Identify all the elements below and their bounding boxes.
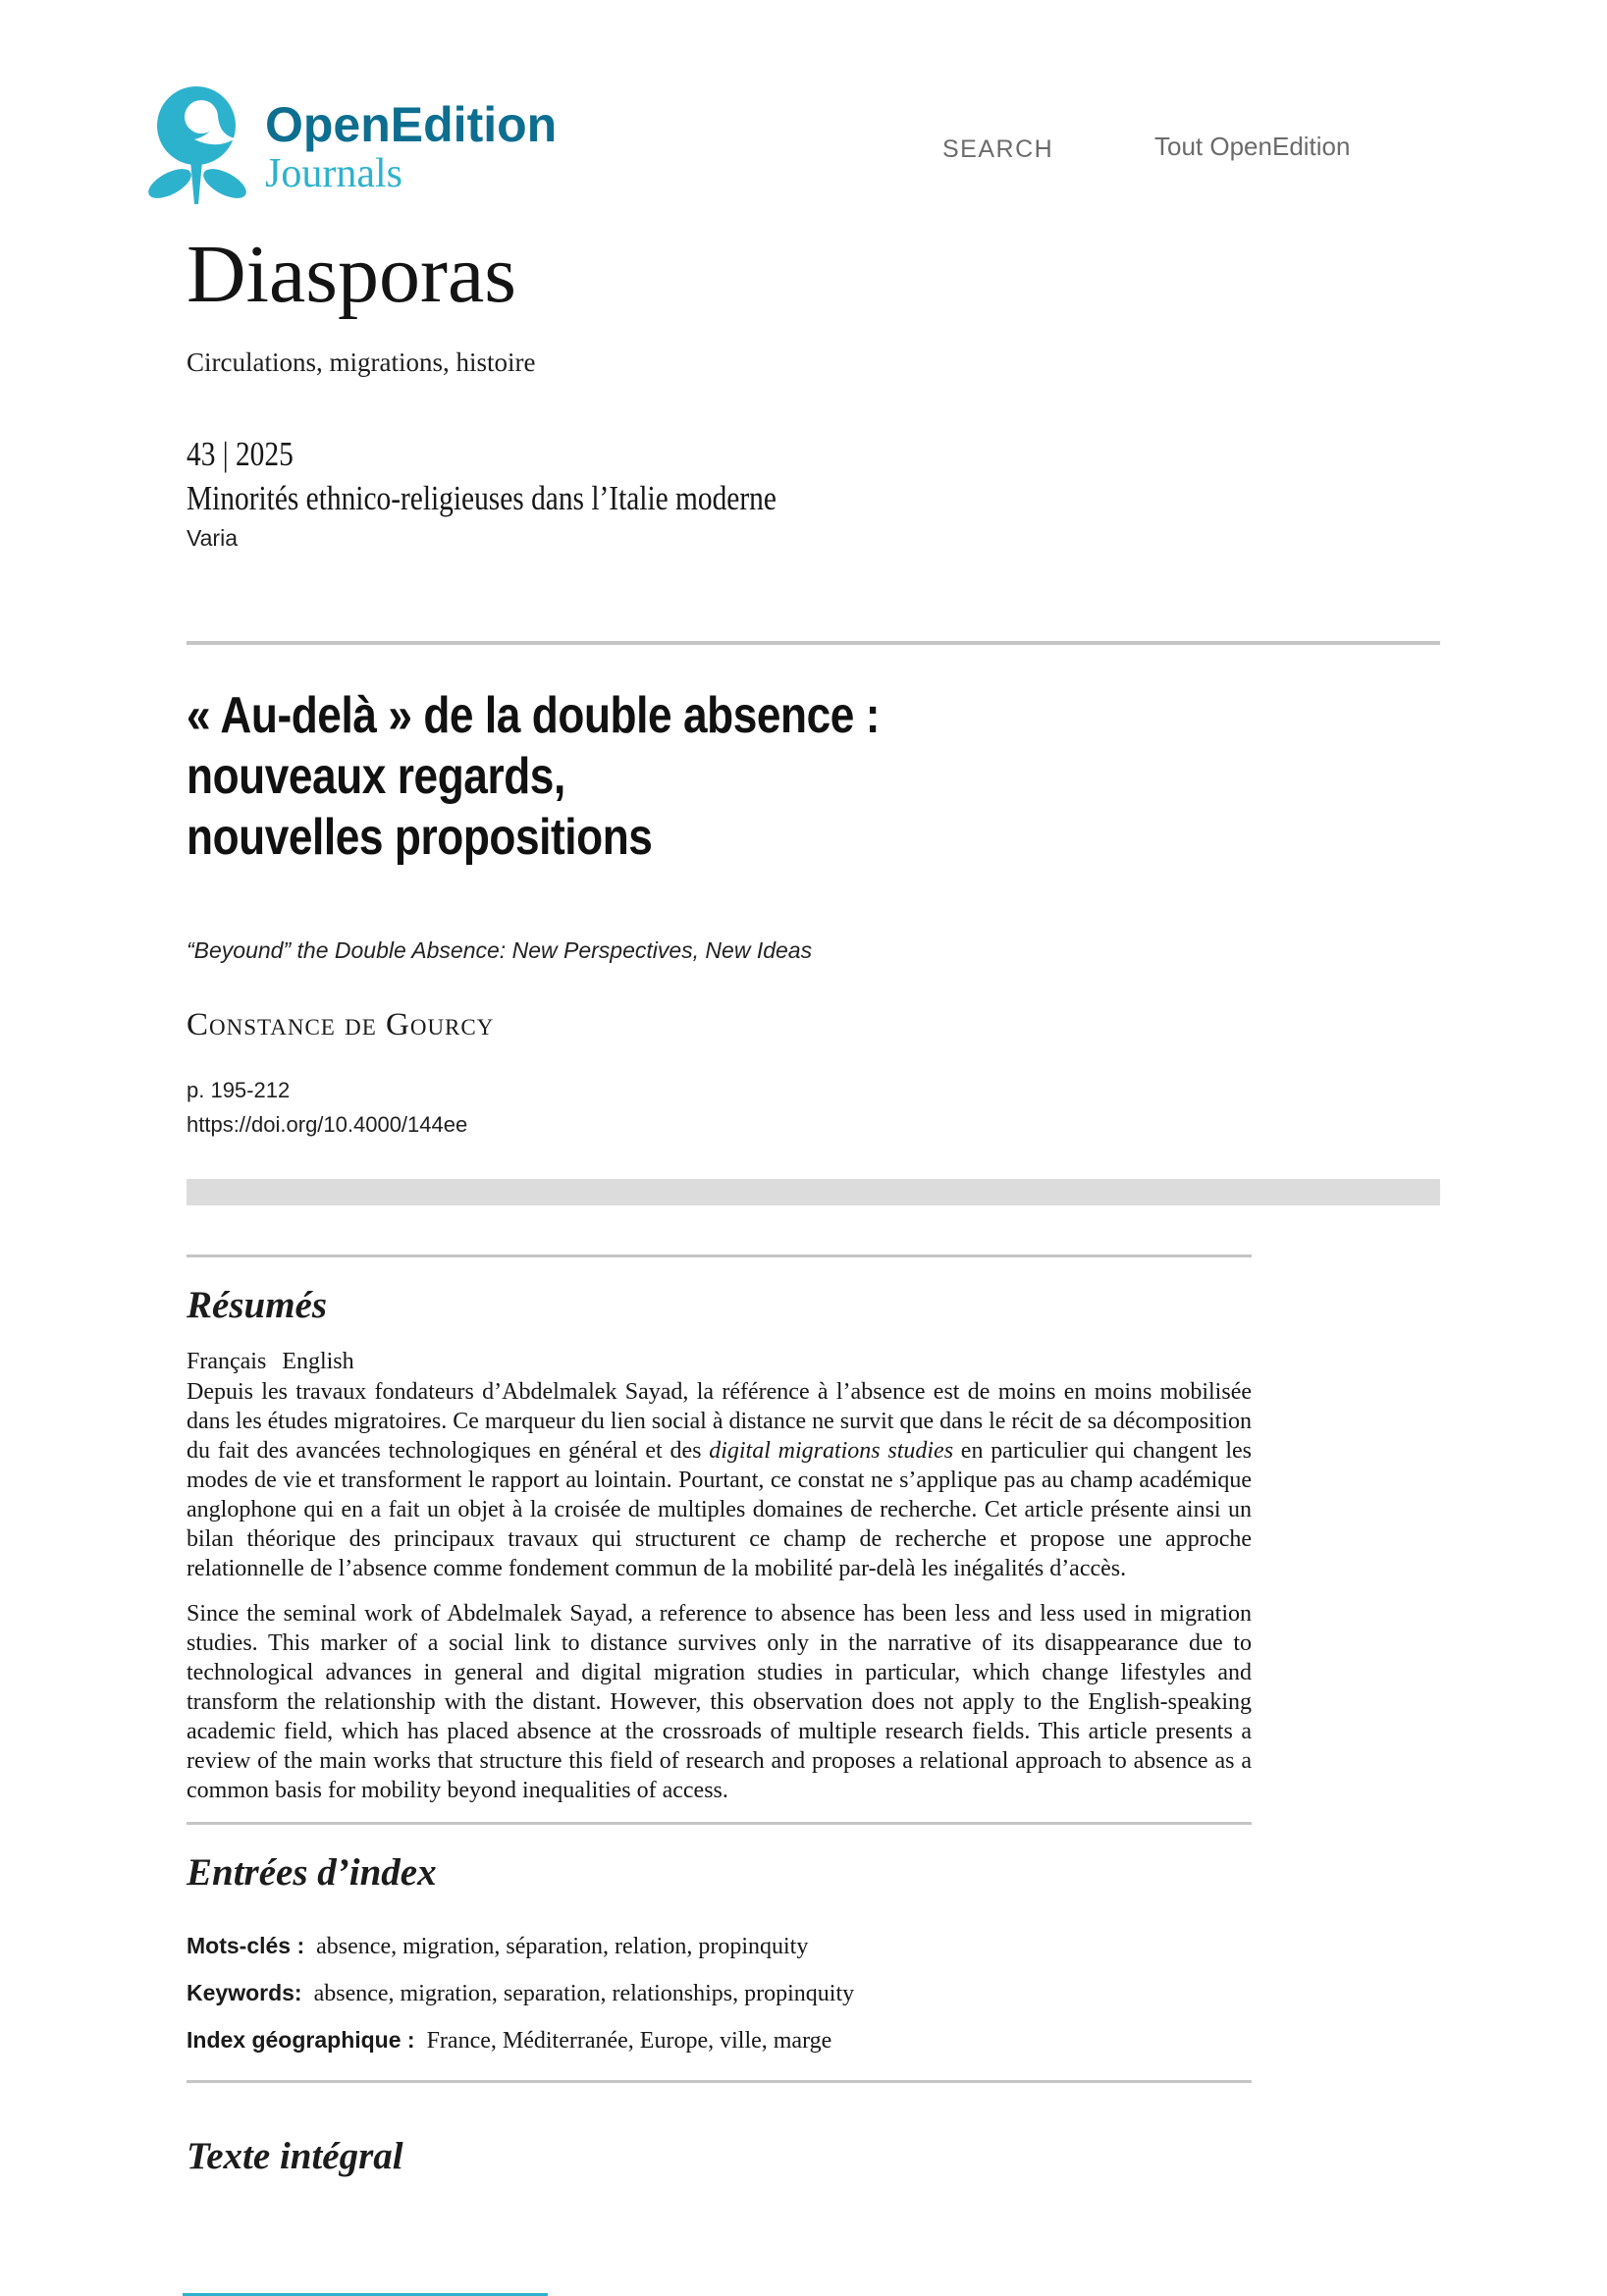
article-translated-title: “Beyound” the Double Absence: New Perspectives, New Ideas bbox=[187, 936, 813, 963]
abstract-french bbox=[187, 1377, 1252, 1583]
issue-link[interactable] bbox=[187, 433, 777, 521]
tout-openedition-link[interactable]: Tout OpenEdition bbox=[1154, 132, 1351, 161]
logo-wordmark: OpenEdition bbox=[265, 97, 558, 152]
issue-section: Varia bbox=[187, 524, 238, 551]
issue-number-year: 43 | 2025 bbox=[187, 435, 294, 473]
index-row-keywords bbox=[187, 1971, 1440, 2018]
index-row-geographique bbox=[187, 2018, 1440, 2065]
article-title bbox=[187, 685, 880, 869]
keyword-links[interactable]: absence, migration, separation, relationships, propinquity bbox=[313, 1980, 855, 2006]
tab-english[interactable]: English bbox=[282, 1348, 354, 1374]
journal-title-link[interactable]: Diasporas bbox=[187, 229, 516, 320]
section-divider bbox=[187, 1822, 1252, 1825]
article-title-line: « Au-delà » de la double absence : bbox=[187, 686, 881, 744]
article-title-line: nouveaux regards, bbox=[187, 747, 565, 805]
index-entries-list bbox=[187, 1924, 1440, 2065]
index-entries-heading: Entrées d’index bbox=[187, 1850, 437, 1894]
keyword-links[interactable]: France, Méditerranée, Europe, ville, marge bbox=[426, 2027, 832, 2054]
page-range: p. 195-212 bbox=[187, 1077, 291, 1102]
tab-francais[interactable]: Français bbox=[187, 1348, 267, 1374]
journal-subtitle: Circulations, migrations, histoire bbox=[187, 347, 536, 377]
main-content bbox=[187, 0, 1440, 2178]
index-label: Keywords: bbox=[187, 1979, 302, 2005]
abstract-french-italic-term: digital migrations studies bbox=[709, 1437, 954, 1464]
fulltext-heading: Texte intégral bbox=[187, 2134, 403, 2177]
index-label: Mots-clés : bbox=[187, 1932, 305, 1958]
logo-platform: Journals bbox=[265, 151, 402, 196]
abstract-language-tabs bbox=[187, 1349, 1440, 1375]
author-link[interactable]: Constance de Gourcy bbox=[187, 1006, 495, 1042]
abstract-english: Since the seminal work of Abdelmalek Sayad, a reference to absence has been less and less used in migration studies. This marker of a social link to distance survives only in the narrative of its disappearance due to technological advances in general and digital migration studies in particular, which change lifestyles and transform the relationship with the distant. However, this observation does not apply to the English-speaking academic field, which has placed absence at the crossroads of multiple research fields. This article presents a review of the main works that structure this field of research and proposes a relational approach to absence as a common basis for mobility beyond inequalities of access. bbox=[187, 1600, 1252, 1803]
header-divider bbox=[187, 641, 1440, 645]
index-row-motscles bbox=[187, 1924, 1440, 1971]
article-title-line: nouvelles propositions bbox=[187, 809, 653, 867]
section-divider bbox=[187, 1255, 1252, 1257]
doi-link[interactable]: https://doi.org/10.4000/144ee bbox=[187, 1111, 468, 1137]
issue-title: Minorités ethnico-religieuses dans l’Italie moderne bbox=[187, 478, 777, 517]
section-divider bbox=[187, 2080, 1252, 2083]
keyword-links[interactable]: absence, migration, séparation, relation, propinquity bbox=[316, 1933, 809, 1959]
abstracts-heading: Résumés bbox=[187, 1283, 328, 1326]
abstract-french-text: Depuis les travaux fondateurs d’Abdelmalek Sayad, la référence à l’absence est de moins en moins mobilisée dans les études migratoires. Ce marqueur du lien social à distance ne survit que dans le récit de sa décomposition du fait des avancées technologiques en général et des bbox=[187, 1378, 1253, 1464]
search-link[interactable]: SEARCH bbox=[942, 135, 1054, 163]
toolbar-placeholder-bar bbox=[187, 1179, 1440, 1205]
abstract-french-text: en particulier qui changent les modes de vie et transforment le rapport au lointain. Pourtant, ce constat ne s’applique pas au champ académique anglophone qui en a fait un objet à la croisée de multiples domaines de recherche. Cet article présente ainsi un bilan théorique des principaux travaux qui structurent ce champ de recherche et propose une approche relationnelle de l’absence comme fondement commun de la mobilité par-delà les inégalités d’accès. bbox=[187, 1437, 1253, 1581]
index-label: Index géographique : bbox=[187, 2026, 415, 2053]
article-meta bbox=[187, 1073, 1440, 1142]
